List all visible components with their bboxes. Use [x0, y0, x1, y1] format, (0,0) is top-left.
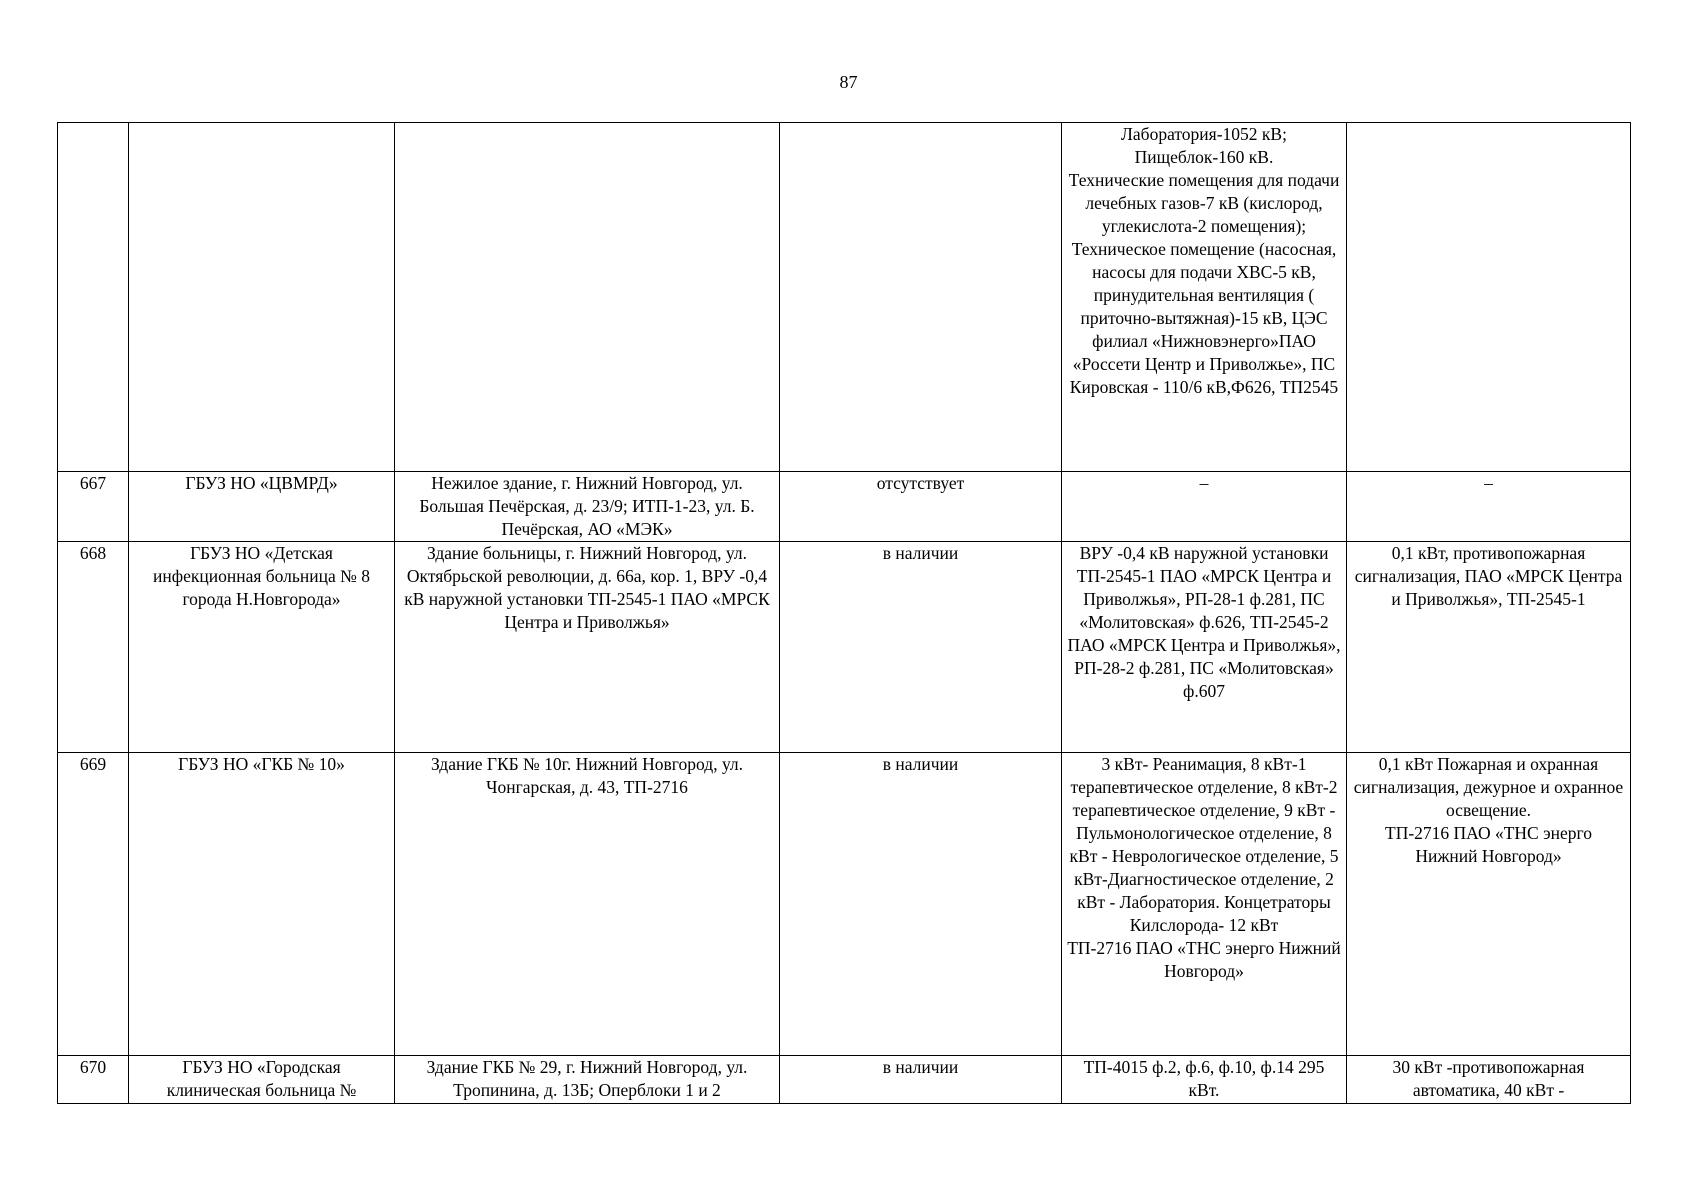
required-power-cell: 30 кВт -противопожарная автоматика, 40 кВт - [1347, 1056, 1631, 1104]
power-sources-cell: ТП-4015 ф.2, ф.6, ф.10, ф.14 295 кВт. [1062, 1056, 1347, 1104]
row-number-cell: 668 [58, 542, 129, 753]
backup-power-cell [780, 123, 1062, 472]
required-power-cell: 0,1 кВт, противопожарная сигнализация, ПАО «МРСК Центра и Приволжья», ТП-2545-1 [1347, 542, 1631, 753]
table-row [58, 472, 1631, 542]
table-row [58, 123, 1631, 472]
organization-cell: ГБУЗ НО «Городская клиническая больница № [129, 1056, 395, 1104]
required-power-cell [1347, 123, 1631, 472]
required-power-cell: 0,1 кВт Пожарная и охранная сигнализация, дежурное и охранное освещение. ТП-2716 ПАО «ТНС энерго Нижний Новгород» [1347, 753, 1631, 1056]
table-row [58, 542, 1631, 753]
backup-power-cell: в наличии [780, 753, 1062, 1056]
organization-cell: ГБУЗ НО «ГКБ № 10» [129, 753, 395, 1056]
row-number-cell [58, 123, 129, 472]
row-number-cell: 669 [58, 753, 129, 1056]
power-sources-cell: ВРУ -0,4 кВ наружной установки ТП-2545-1 ПАО «МРСК Центра и Приволжья», РП-28-1 ф.281, ПС «Молитовская» ф.626, ТП-2545-2 ПАО «МРСК Центра и Приволжья», РП-28-2 ф.281, ПС «Молитовская» ф.607 [1062, 542, 1347, 753]
organization-cell: ГБУЗ НО «ЦВМРД» [129, 472, 395, 542]
table-row [58, 1056, 1631, 1104]
power-sources-cell: 3 кВт- Реанимация, 8 кВт-1 терапевтическое отделение, 8 кВт-2 терапевтическое отделение, 9 кВт - Пульмонологическое отделение, 8 кВт - Неврологическое отделение, 5 кВт-Диагностическое отделение, 2 кВт - Лаборатория. Концетраторы Килслорода- 12 кВт ТП-2716 ПАО «ТНС энерго Нижний Новгород» [1062, 753, 1347, 1056]
power-sources-cell: – [1062, 472, 1347, 542]
backup-power-cell: в наличии [780, 1056, 1062, 1104]
required-power-cell: – [1347, 472, 1631, 542]
building-cell: Нежилое здание, г. Нижний Новгород, ул. Большая Печёрская, д. 23/9; ИТП-1-23, ул. Б. Печёрская, АО «МЭК» [395, 472, 780, 542]
table-row [58, 753, 1631, 1056]
backup-power-cell: отсутствует [780, 472, 1062, 542]
backup-power-cell: в наличии [780, 542, 1062, 753]
building-cell: Здание ГКБ № 10г. Нижний Новгород, ул. Чонгарская, д. 43, ТП-2716 [395, 753, 780, 1056]
building-cell [395, 123, 780, 472]
organization-cell [129, 123, 395, 472]
organization-cell: ГБУЗ НО «Детская инфекционная больница № 8 города Н.Новгорода» [129, 542, 395, 753]
row-number-cell: 670 [58, 1056, 129, 1104]
page-number: 87 [839, 72, 858, 92]
data-table [57, 122, 1631, 1104]
building-cell: Здание ГКБ № 29, г. Нижний Новгород, ул. Тропинина, д. 13Б; Оперблоки 1 и 2 [395, 1056, 780, 1104]
row-number-cell: 667 [58, 472, 129, 542]
building-cell: Здание больницы, г. Нижний Новгород, ул. Октябрьской революции, д. 66а, кор. 1, ВРУ -0,4 кВ наружной установки ТП-2545-1 ПАО «МРСК Центра и Приволжья» [395, 542, 780, 753]
power-sources-cell: Лаборатория-1052 кВ; Пищеблок-160 кВ. Технические помещения для подачи лечебных газов-7 кВ (кислород, углекислота-2 помещения); Техническое помещение (насосная, насосы для подачи ХВС-5 кВ, принудительная вентиляция ( приточно-вытяжная)-15 кВ, ЦЭС филиал «Нижновэнерго»ПАО «Россети Центр и Приволжье», ПС Кировская - 110/6 кВ,Ф626, ТП2545 [1062, 123, 1347, 472]
